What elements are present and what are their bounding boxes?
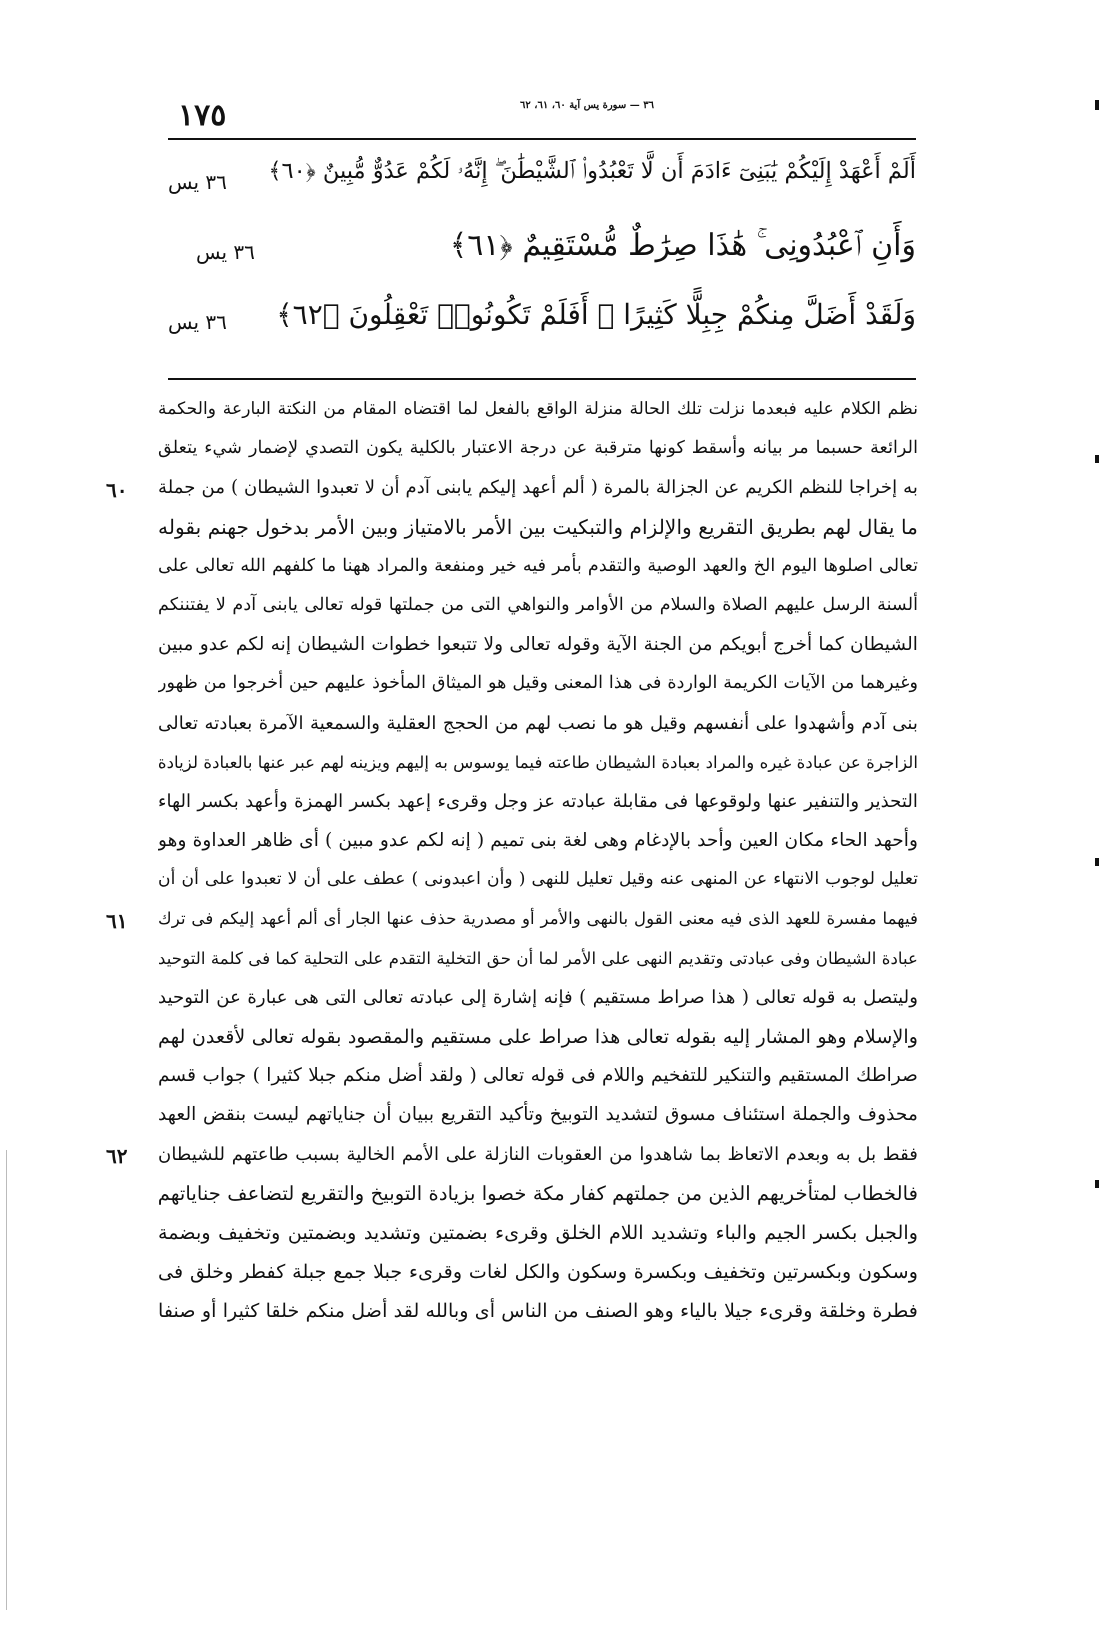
commentary-line: التحذير والتنفير عنها ولوقوعها فى مقابلة عبادته عز وجل وقرىء إعهد بكسر الهمزة وأعهد بكسر الهاء	[158, 790, 918, 812]
page-number: ١٧٥	[178, 98, 227, 133]
verse-row	[168, 150, 916, 220]
verses-block	[168, 150, 916, 360]
commentary-line: ما يقال لهم بطريق التقريع والإلزام والتبكيت بين الأمر بالامتياز وبين الأمر بدخول جهنم بقوله	[158, 514, 918, 539]
commentary-line: فيهما مفسرة للعهد الذى فيه معنى القول بالنهى والأمر أو مصدرية حذف عنها الجار أى ألم أعهد إليكم فى ترك	[158, 908, 918, 929]
scan-edge-mark	[1095, 858, 1099, 866]
margin-number: ٦٠	[106, 478, 128, 502]
commentary-line: ألسنة الرسل عليهم الصلاة والسلام من الأوامر والنواهي التى من جملتها قوله تعالى يابنى آدم لا يفتننكم	[158, 594, 918, 615]
commentary-line: وغيرهما من الآيات الكريمة الواردة فى هذا المعنى وقيل هو الميثاق المأخوذ عليهم حين أخرجوا من ظهور	[158, 673, 918, 694]
commentary-line: عبادة الشيطان وفى عبادتى وتقديم النهى على الأمر لما أن حق التخلية التقدم على التحلية كما فى كلمة التوحيد	[158, 947, 918, 968]
commentary-line: صراطك المستقيم والتنكير للتفخيم واللام فى قوله تعالى ( ولقد أضل منكم جبلا كثيرا ) جواب قسم	[158, 1065, 918, 1087]
scan-edge-mark	[1095, 455, 1099, 463]
commentary-line: وأحهد الحاء مكان العين وأحد بالإدغام وهى لغة بنى تميم ( إنه لكم عدو مبين ) أى ظاهر العداوة وهو	[158, 830, 918, 852]
verse-text: وَلَقَدْ أَضَلَّ مِنكُمْ جِبِلًّا كَثِيرًا ۖ أَفَلَمْ تَكُونُوا۟ تَعْقِلُونَ ﴿٦٢﴾	[276, 298, 916, 331]
running-head	[168, 98, 916, 138]
commentary-line: نظم الكلام عليه فبعدما نزلت تلك الحالة منزلة الواقع بالفعل لما اقتضاه المقام من النكتة البارعة والحكمة	[158, 399, 918, 419]
surah-title: ٣٦ — سورة يس آية ٦٠، ٦١، ٦٢	[520, 100, 654, 111]
verse-ref: ٣٦ يس	[168, 170, 227, 194]
commentary-line: فالخطاب لمتأخريهم الذين من جملتهم كفار مكة خصوا بزيادة التوبيخ والتقريع لتضاعف جناياتهم	[158, 1181, 918, 1205]
commentary-line: محذوف والجملة استئناف مسوق لتشديد التوبيخ وتأكيد التقريع ببيان أن جناياتهم ليست بنقض العهد	[158, 1104, 918, 1126]
verse-text: وَأَنِ ٱعْبُدُونِى ۚ هَٰذَا صِرَٰطٌ مُّسْتَقِيمٌ ﴿٦١﴾	[449, 228, 916, 263]
verse-row	[168, 220, 916, 290]
commentary-line: الزاجرة عن عبادة غيره والمراد بعبادة الشيطان طاعته فيما يوسوس به إليهم ويزينه لهم عبر عنها بالعبادة لزيادة	[158, 751, 918, 772]
scan-edge-mark	[1095, 100, 1099, 110]
scan-edge-line	[6, 1150, 7, 1610]
commentary-line: تعليل لوجوب الانتهاء عن المنهى عنه وقيل تعليل للنهى ( وأن اعبدونى ) عطف على أن لا تعبدوا على أن أن	[158, 869, 918, 890]
margin-number: ٦٢	[106, 1144, 128, 1168]
commentary-line: تعالى اصلوها اليوم الخ والعهد الوصية والتقدم بأمر فيه خير ومنفعة والمراد ههنا ما كلفهم الله تعالى على	[158, 555, 918, 576]
verse-ref: ٣٦ يس	[168, 310, 227, 334]
scan-edge-mark	[1095, 1180, 1099, 1188]
commentary-line: والإسلام وهو المشار إليه بقوله تعالى هذا صراط على مستقيم والمقصود بقوله تعالى لأقعدن لهم	[158, 1025, 918, 1048]
commentary-line: الشيطان كما أخرج أبويكم من الجنة الآية وقوله تعالى ولا تتبعوا خطوات الشيطان إنه لكم عدو مبين	[158, 634, 918, 656]
commentary-line: والجبل بكسر الجيم والباء وتشديد اللام الخلق وقرىء بضمتين وتشديد وبضمتين وتخفيف وبضمة	[158, 1220, 918, 1244]
verse-ref: ٣٦ يس	[196, 240, 255, 264]
margin-number: ٦١	[106, 909, 128, 933]
commentary-line: به إخراجا للنظم الكريم عن الجزالة بالمرة ( ألم أعهد إليكم يابنى آدم أن لا تعبدوا الشيطان ) من جملة	[158, 477, 918, 499]
commentary-line: فطرة وخلقة وقرىء جيلا بالياء وهو الصنف من الناس أى وبالله لقد أضل منكم خلقا كثيرا أو صنفا	[158, 1299, 918, 1323]
commentary-line: وليتصل به قوله تعالى ( هذا صراط مستقيم ) فإنه إشارة إلى عبادته تعالى التى هى عبارة عن التوحيد	[158, 986, 918, 1008]
commentary-text	[158, 390, 918, 1331]
commentary-line: بنى آدم وأشهدوا على أنفسهم وقيل هو ما نصب لهم من الحجج العقلية والسمعية الآمرة بعبادته تعالى	[158, 712, 918, 734]
verse-text: أَلَمْ أَعْهَدْ إِلَيْكُمْ يَٰبَنِىٓ ءَادَمَ أَن لَّا تَعْبُدُوا۟ ٱلشَّيْطَٰنَ ۖ إِنَّهُۥ لَكُمْ عَدُوٌّ مُّبِينٌ ﴿٦٠﴾	[268, 158, 916, 184]
commentary-line: وسكون وبكسرتين وتخفيف وبكسرة وسكون والكل لغات وقرىء جبلا جمع جبلة كفطر وخلق فى	[158, 1260, 918, 1284]
section-rule	[168, 378, 916, 380]
commentary-line: الرائعة حسبما مر بيانه وأسقط كونها مترقبة عن درجة الاعتبار بالكلية يكون التصدي لإضمار شيء يتعلق	[158, 438, 918, 459]
verse-row	[168, 290, 916, 360]
header-rule	[168, 138, 916, 140]
commentary-line: فقط بل به وبعدم الاتعاظ بما شاهدوا من العقوبات النازلة على الأمم الخالية بسبب طاعتهم للشيطان	[158, 1143, 918, 1165]
